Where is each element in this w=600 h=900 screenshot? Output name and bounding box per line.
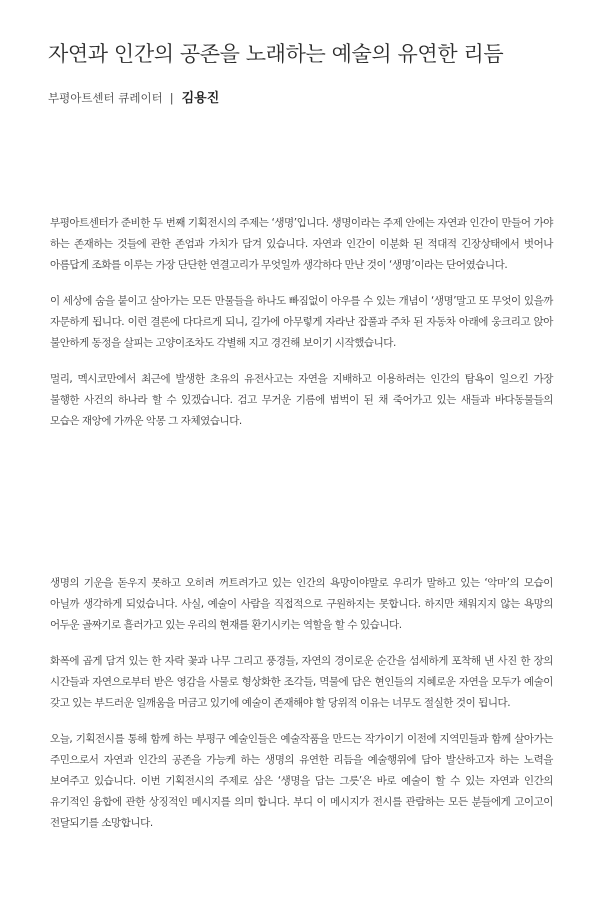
byline-separator: | [169,91,174,105]
article-section-2 [50,573,553,849]
byline [48,90,219,107]
paragraph: 부평아트센터가 준비한 두 번째 기획전시의 주제는 ‘생명’입니다. 생명이라는 주제 안에는 자연과 인간이 만들어 가야 하는 존재하는 것들에 관한 존엄과 가치가 담겨 있습니다. 자연과 인간이 이분화 된 적대적 긴장상태에서 벗어나 아름답게 조화를 이루는 가장 단단한 연결고리가 무엇일까 생각하다 만난 것이 ‘생명’이라는 단어였습니다. [50,217,553,271]
article-title: 자연과 인간의 공존을 노래하는 예술의 유연한 리듬 [48,42,504,66]
paragraph: 오늘, 기획전시를 통해 함께 하는 부평구 예술인들은 예술작품을 만드는 작가이기 이전에 지역민들과 함께 살아가는 주민으로서 자연과 인간의 공존을 가능케 하는 생명의 유연한 리듬을 예술행위에 담아 발산하고자 하는 노력을 보여주고 있습니다. 이번 기획전시의 주제로 삼은 ‘생명을 담는 그릇’은 바로 예술이 할 수 있는 자연과 인간의 유기적인 융합에 관한 상징적인 메시지를 의미 합니다. 부디 이 메시지가 전시를 관람하는 모든 분들에게 고이고이 전달되기를 소망합니다. [50,733,553,829]
paragraph: 멀리, 멕시코만에서 최근에 발생한 초유의 유전사고는 자연을 지배하고 이용하려는 인간의 탐욕이 일으킨 가장 불행한 사건의 하나라 할 수 있겠습니다. 검고 무거운 기름에 범벅이 된 채 죽어가고 있는 새들과 바다동물들의 모습은 재앙에 가까운 악몽 그 자체였습니다. [50,373,553,427]
article-section-1 [50,213,553,447]
paragraph: 화폭에 곱게 담겨 있는 한 자락 꽃과 나무 그리고 풍경들, 자연의 경이로운 순간을 섬세하게 포착해 낸 사진 한 장의 시간들과 자연으로부터 받은 영감을 사물로 형상화한 조각들, 멱물에 담은 현인들의 지혜로운 자연을 모두가 예술이 갖고 있는 부드러운 일깨움을 머금고 있기에 예술이 존재해야 할 당위적 이유는 너무도 절실한 것이 됩니다. [50,655,553,709]
author-name: 김용진 [181,91,220,106]
author-role: 부평아트센터 큐레이터 [48,91,163,105]
paragraph: 생명의 기운을 돋우지 못하고 오히려 꺼트려가고 있는 인간의 욕망이야말로 우리가 말하고 있는 ‘악마’의 모습이 아닐까 생각하게 되었습니다. 사실, 예술이 사람을 직접적으로 구원하지는 못합니다. 하지만 채워지지 않는 욕망의 어두운 골짜기로 흘러가고 있는 우리의 현재를 환기시키는 역할을 할 수 있습니다. [50,577,553,631]
paragraph: 이 세상에 숨을 붙이고 살아가는 모든 만물들을 하나도 빠짐없이 아우를 수 있는 개념이 ‘생명’말고 또 무엇이 있을까 자문하게 됩니다. 이런 결론에 다다르게 되니, 길가에 아무렇게 자라난 잡풀과 주차 된 자동차 아래에 웅크리고 앉아 불안하게 동정을 살피는 고양이조차도 각별해 지고 경건해 보이기 시작했습니다. [50,295,553,349]
